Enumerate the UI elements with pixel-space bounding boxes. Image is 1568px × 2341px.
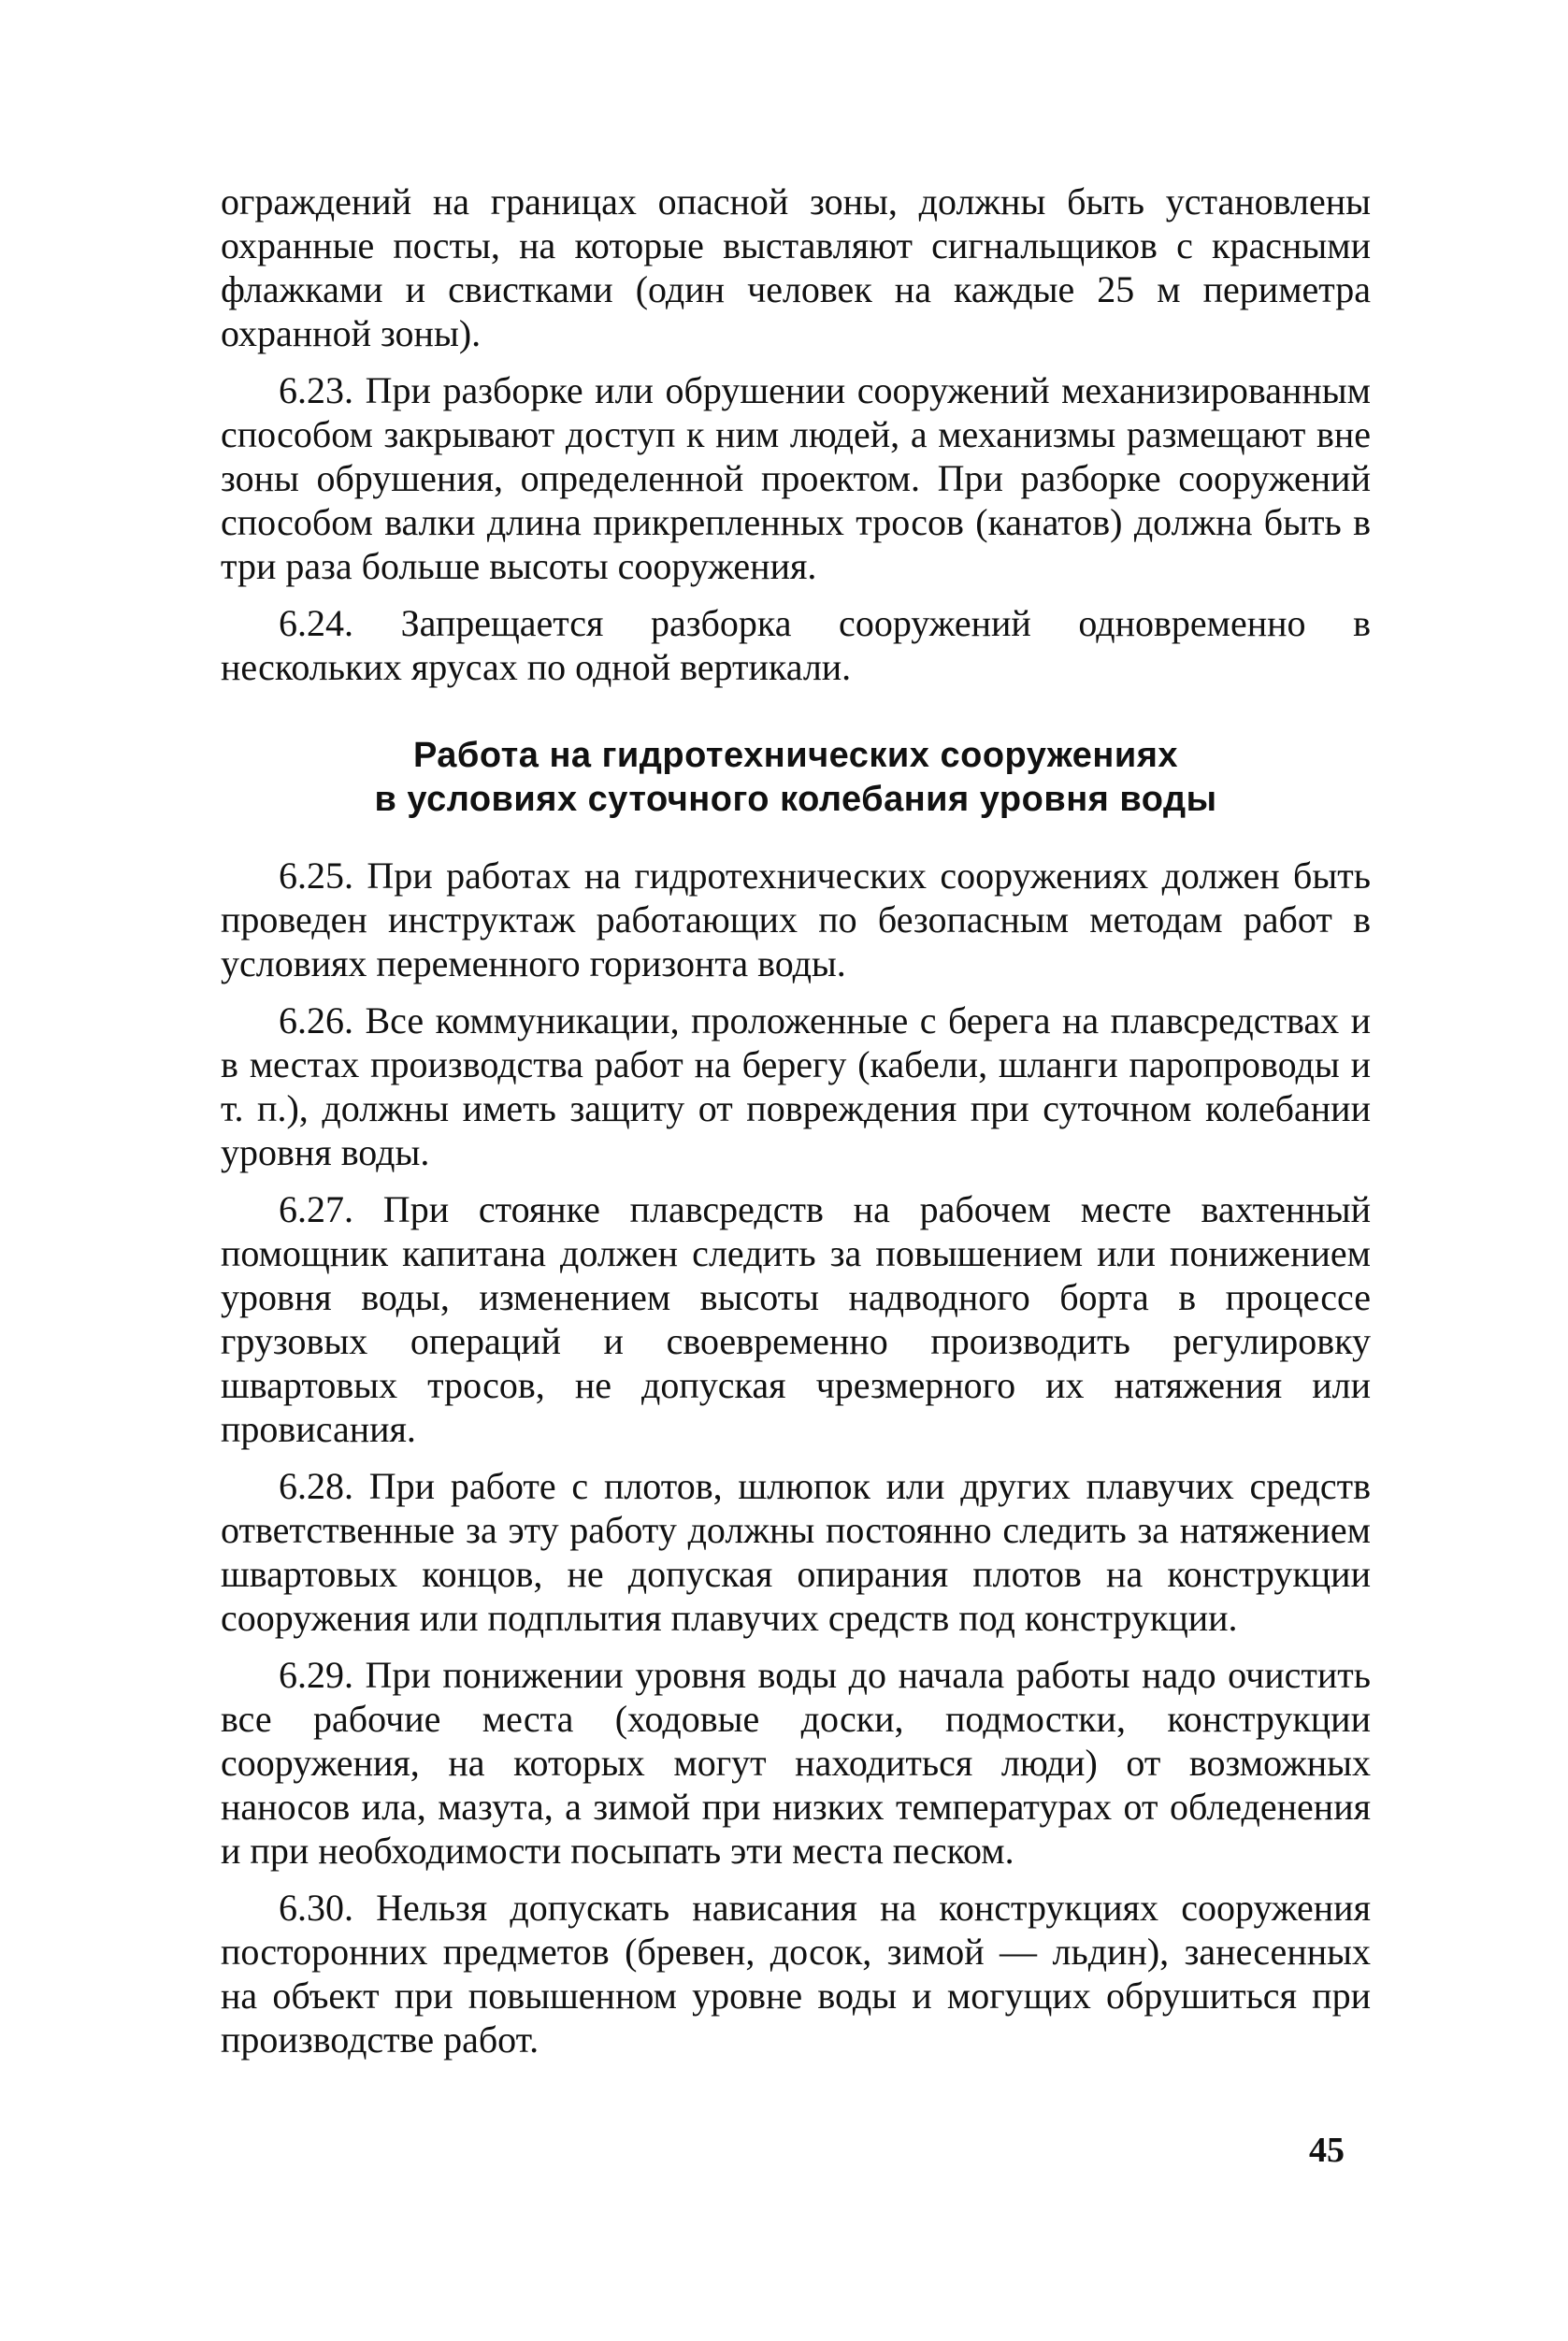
section-heading (221, 734, 1371, 822)
paragraph-6-30: 6.30. Нельзя допускать нависания на конструкциях сооружения посторонних предметов (бревен, досок, зимой — льдин), занесенных на объект при повышенном уровне воды и могущих обрушиться при производстве работ. (221, 1887, 1371, 2061)
page-number: 45 (1309, 2131, 1345, 2170)
paragraph-6-27: 6.27. При стоянке плавсредств на рабочем месте вахтенный помощник капитана должен следить за повышением или понижением уровня воды, изменением высоты надводного борта в процессе грузовых операций и своевременно производить регулировку швартовых тросов, не допуская чрезмерного их натяжения или провисания. (221, 1188, 1371, 1450)
paragraph-6-26: 6.26. Все коммуникации, проложенные с берега на плавсредствах и в местах производства работ на берегу (кабели, шланги паропроводы и т. п.), должны иметь защиту от повреждения при суточном колебании уровня воды. (221, 999, 1371, 1173)
paragraph-continued: ограждений на границах опасной зоны, должны быть установлены охранные посты, на которые выставляют сигнальщиков с красными флажками и свистками (один человек на каждые 25 м периметра охранной зоны). (221, 180, 1371, 354)
section-heading-line-2: в условиях суточного колебания уровня воды (374, 780, 1217, 819)
section-heading-line-1: Работа на гидротехнических сооружениях (412, 736, 1179, 775)
paragraph-6-28: 6.28. При работе с плотов, шлюпок или других плавучих средств ответственные за эту работу должны постоянно следить за натяжением швартовых концов, не допуская опирания плотов на конструкции сооружения или подплытия плавучих средств под конструкции. (221, 1465, 1371, 1639)
page-body (221, 180, 1371, 2061)
paragraph-6-23: 6.23. При разборке или обрушении сооружений механизированным способом закрывают доступ к ним людей, а механизмы размещают вне зоны обрушения, определенной проектом. При разборке сооружений способом валки длина прикрепленных тросов (канатов) должна быть в три раза больше высоты сооружения. (221, 369, 1371, 587)
paragraph-6-24: 6.24. Запрещается разборка сооружений одновременно в нескольких ярусах по одной вертикали. (221, 602, 1371, 688)
paragraph-6-29: 6.29. При понижении уровня воды до начала работы надо очистить все рабочие места (ходовые доски, подмостки, конструкции сооружения, на которых могут находиться люди) от возможных наносов ила, мазута, а зимой при низких температурах от обледенения и при необходимости посыпать эти места песком. (221, 1654, 1371, 1872)
paragraph-6-25: 6.25. При работах на гидротехнических сооружениях должен быть проведен инструктаж работающих по безопасным методам работ в условиях переменного горизонта воды. (221, 855, 1371, 984)
